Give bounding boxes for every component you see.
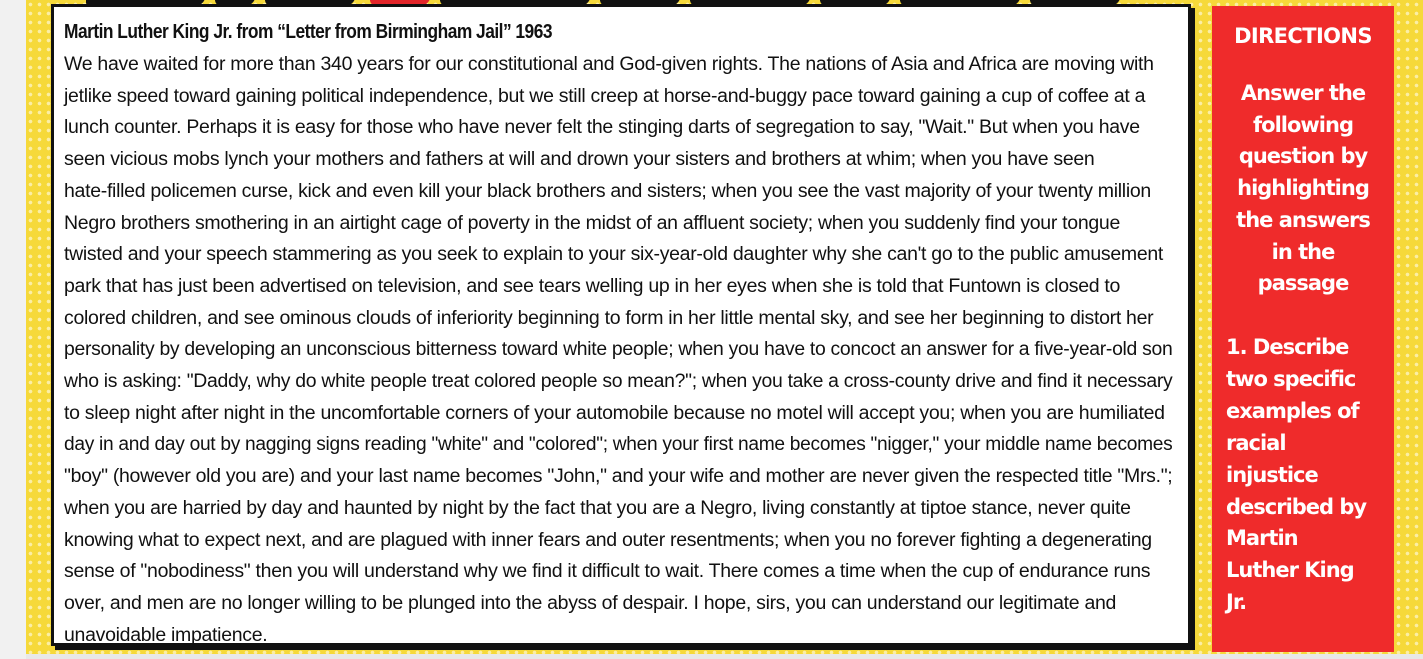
passage-line: day in and day out by nagging signs reading "white" and "colored"; when your first name becomes "nigger," your middle name becomes [64, 433, 1173, 456]
directions-panel [1212, 6, 1394, 652]
directions-question-line: injustice [1226, 462, 1318, 487]
directions-question-line: two specific [1226, 366, 1356, 391]
directions-question-line: 1. Describe [1226, 335, 1349, 359]
directions-question [1226, 332, 1386, 619]
directions-instruction-line: in the [1271, 239, 1335, 264]
directions-instruction-line: the answers [1236, 207, 1370, 232]
passage-line: seen vicious mobs lynch your mothers and fathers at will and drown your sisters and brothers at whim; when you have seen [64, 148, 1095, 171]
passage-panel[interactable] [51, 4, 1191, 646]
passage-line: We have waited for more than 340 years for our constitutional and God-given rights. The nations of Asia and Africa are moving with [64, 53, 1154, 75]
passage-line: personality by developing an unconscious bitterness toward white people; when you have to concoct an answer for a five-year-old son [64, 338, 1173, 361]
directions-question-line: Jr. [1226, 590, 1247, 615]
passage-title: Martin Luther King Jr. from “Letter from Birmingham Jail” 1963 [64, 21, 552, 43]
directions-instruction-line: question by [1238, 144, 1368, 169]
passage-line: to sleep night after night in the uncomfortable corners of your automobile because no motel will accept you; when you are humiliated [64, 401, 1165, 424]
passage-line: who is asking: "Daddy, why do white people treat colored people so mean?"; when you take a cross-county drive and find it necessary [64, 370, 1173, 393]
directions-question-line: described by [1226, 494, 1367, 519]
directions-question-line: Martin [1226, 526, 1298, 551]
directions-instruction-line: Answer the [1240, 81, 1366, 105]
passage-line: hate-filled policemen curse, kick and even kill your black brothers and sisters; when you see the vast majority of your twenty million [64, 179, 1151, 202]
passage-line: "boy" (however old you are) and your last name becomes "John," and your wife and mother are never given the respected title "Mrs."; [64, 465, 1173, 488]
passage-text[interactable] [64, 49, 1178, 651]
directions-instruction-line: highlighting [1237, 176, 1369, 201]
directions-heading: DIRECTIONS [1234, 24, 1372, 48]
passage-line: colored children, and see ominous clouds of inferiority beginning to form in her little mental sky, and see her beginning to distort her [64, 306, 1154, 329]
passage-line: unavoidable impatience. [64, 623, 268, 646]
passage-line: jetlike speed toward gaining political independence, but we still creep at horse-and-buggy pace toward gaining a cup of coffee at a [64, 84, 1146, 107]
directions-question-line: Luther King [1226, 558, 1354, 583]
passage-line: park that has just been advertised on television, and see tears welling up in her eyes when she is told that Funtown is closed to [64, 274, 1121, 297]
passage-line: when you are harried by day and haunted by night by the fact that you are a Negro, living constantly at tiptoe stance, never quite [64, 496, 1131, 519]
passage-line: twisted and your speech stammering as you seek to explain to your six-year-old daughter why she can't go to the public amusement [64, 243, 1164, 266]
directions-instructions [1220, 78, 1386, 300]
left-gutter [0, 0, 26, 659]
directions-instruction-line: passage [1257, 271, 1349, 296]
passage-line: lunch counter. Perhaps it is easy for those who have never felt the stinging darts of segregation to say, "Wait." But when you have [64, 116, 1140, 139]
directions-question-line: racial [1226, 430, 1286, 455]
passage-line: Negro brothers smothering in an airtight cage of poverty in the midst of an affluent society; when you suddenly find your tongue [64, 211, 1121, 234]
passage-line: sense of "nobodiness" then you will understand why we find it difficult to wait. There comes a time when the cup of endurance runs [64, 560, 1151, 583]
passage-line: over, and men are no longer willing to be plunged into the abyss of despair. I hope, sirs, you can understand our legitimate and [64, 591, 1117, 614]
slide-bottom-edge [26, 654, 1423, 659]
passage-line: knowing what to expect next, and are plagued with inner fears and outer resentments; when you no forever fighting a degenerating [64, 528, 1152, 551]
directions-question-line: examples of [1226, 398, 1359, 423]
directions-instruction-line: following [1253, 112, 1353, 137]
